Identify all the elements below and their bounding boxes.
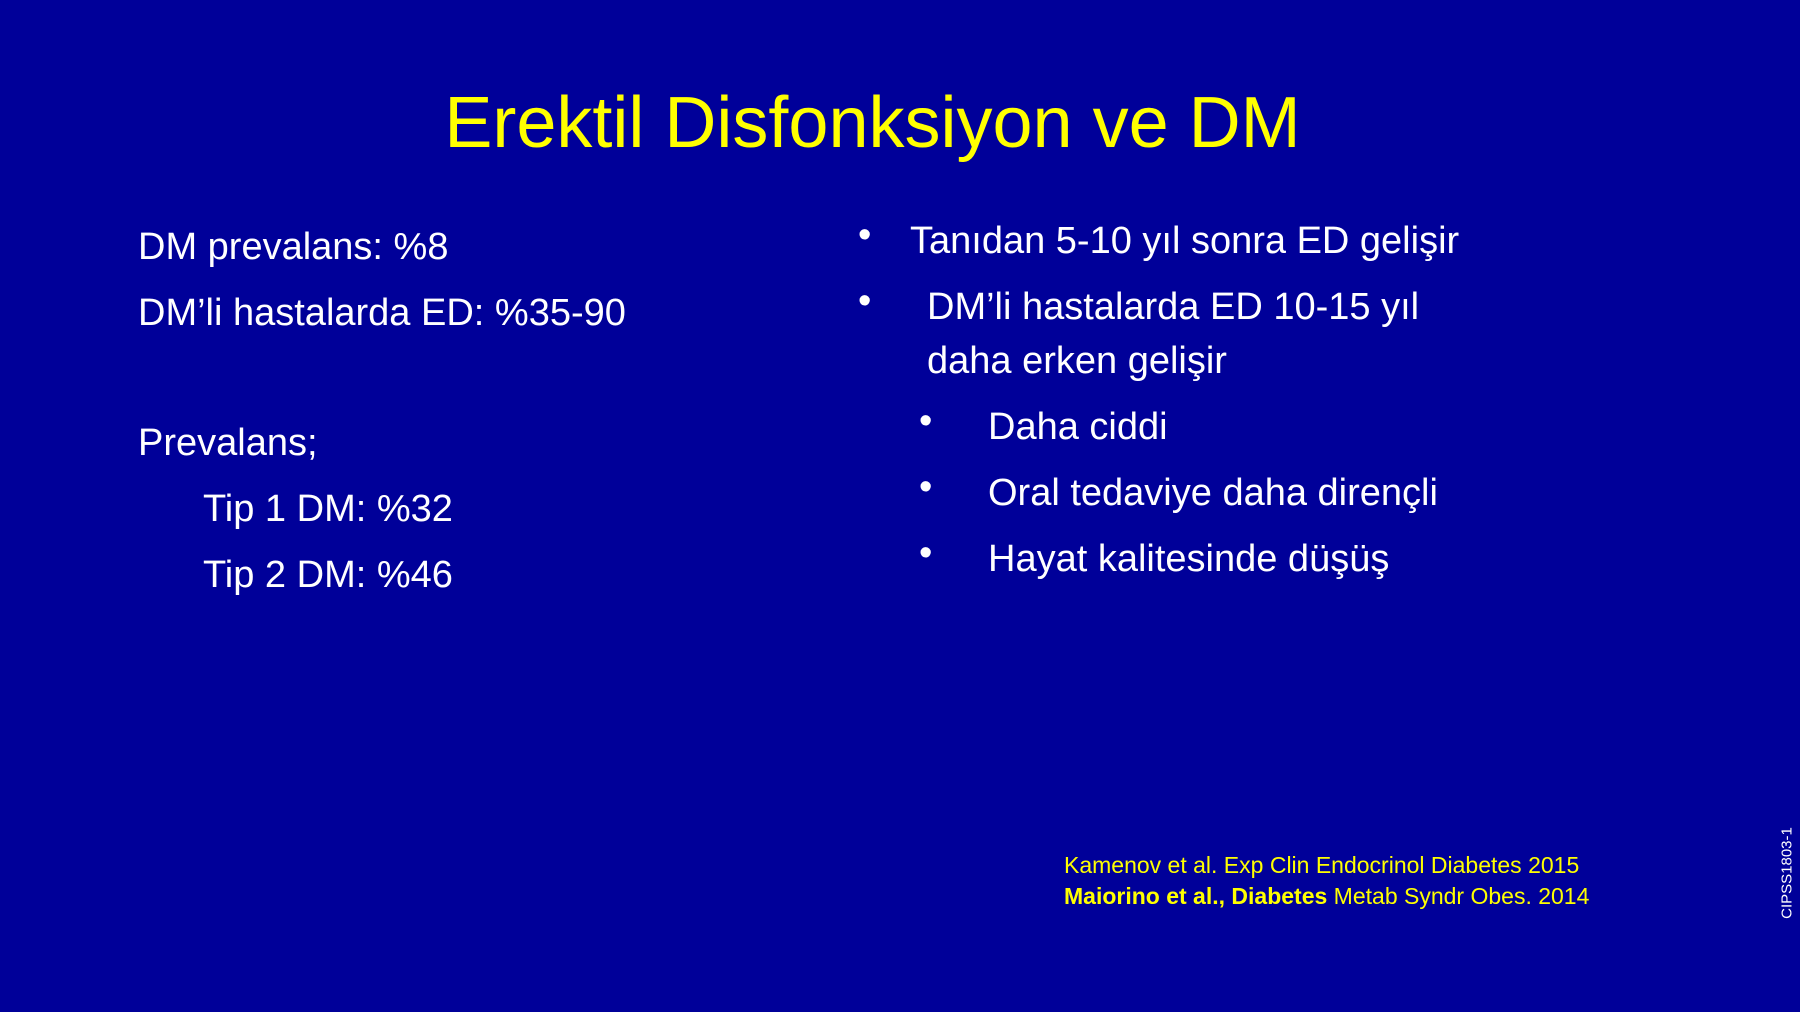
reference-1: Kamenov et al. Exp Clin Endocrinol Diabetes 2015 xyxy=(1064,852,1580,878)
sub-bullet-item xyxy=(858,532,1459,586)
reference-2-rest: Metab Syndr Obes. 2014 xyxy=(1327,883,1590,909)
prevalence-heading: Prevalans; xyxy=(138,422,318,464)
sub-bullet-text: Daha ciddi xyxy=(988,406,1168,448)
sub-bullet-item xyxy=(858,466,1459,520)
reference-2 xyxy=(1064,881,1589,912)
right-column xyxy=(858,214,1459,598)
bullet-icon: • xyxy=(858,280,872,322)
type2-prevalence: Tip 2 DM: %46 xyxy=(203,554,453,596)
bullet-icon: • xyxy=(919,400,933,442)
bullet-text-line2: daha erken gelişir xyxy=(927,340,1227,382)
slide-title: Erektil Disfonksiyon ve DM xyxy=(444,83,1301,163)
bullet-text: Tanıdan 5-10 yıl sonra ED gelişir xyxy=(910,220,1460,262)
bullet-text-line1: DM’li hastalarda ED 10-15 yıl xyxy=(927,286,1420,328)
bullet-icon: • xyxy=(919,466,933,508)
reference-2-bold: Maiorino et al., Diabetes xyxy=(1064,883,1328,909)
spacer xyxy=(138,346,626,410)
sub-bullet-text: Oral tedaviye daha dirençli xyxy=(988,472,1438,514)
type1-prevalence: Tip 1 DM: %32 xyxy=(203,488,453,530)
bullet-icon: • xyxy=(858,214,872,256)
ed-in-dm-text: DM’li hastalarda ED: %35-90 xyxy=(138,292,626,334)
sub-bullet-item xyxy=(858,400,1459,454)
references xyxy=(1064,850,1589,912)
bullet-item xyxy=(858,280,1459,388)
slide-code: CIPSS1803-1 xyxy=(1778,827,1796,919)
dm-prevalence-text: DM prevalans: %8 xyxy=(138,226,449,268)
sub-bullet-text: Hayat kalitesinde düşüş xyxy=(988,538,1390,580)
left-column xyxy=(138,214,626,608)
bullet-item xyxy=(858,214,1459,268)
bullet-icon: • xyxy=(919,532,933,574)
